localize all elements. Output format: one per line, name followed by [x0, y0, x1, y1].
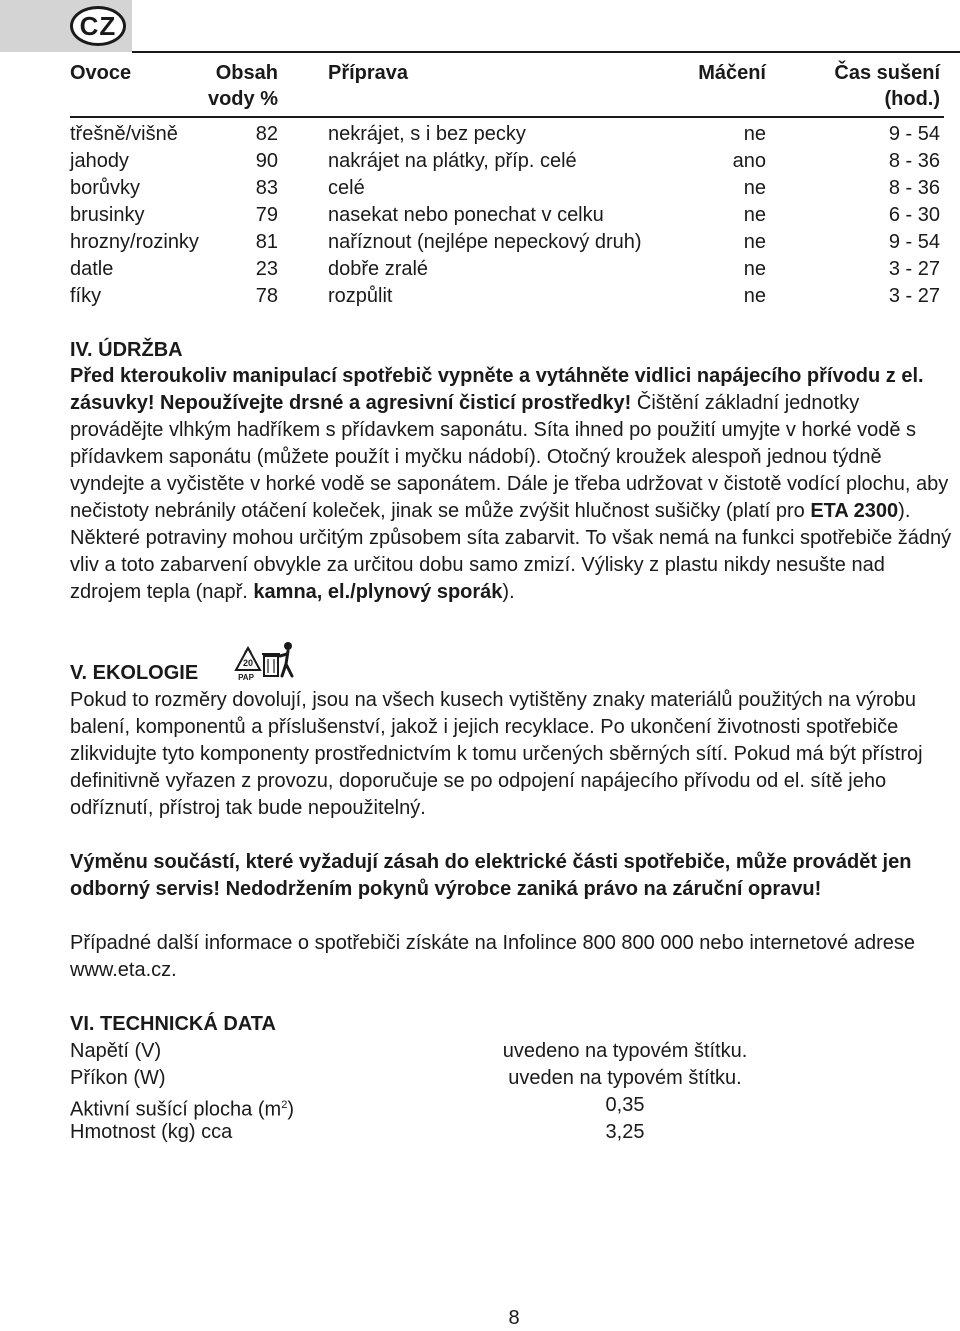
cell-preparation: dobře zralé [328, 258, 429, 280]
ecology-text: Pokud to rozměry dovolují, jsou na všech kusech vytištěny znaky materiálů použitých na výrobu balení, komponentů a příslušenství, jakož i jejich recyklace. Po ukončení životnosti spotřebiče zlikvidujte tyto komponenty prostřednictvím k tomu určených sběrných sítí. Pokud má být přístroj definitivně vyřazen z provozu, doporučuje se po odpojení napájecího přívodu od el. sítě jeho odříznutí, přístroj tak bude nepoužitelný. [70, 689, 923, 819]
spec-value: uvedeno na typovém štítku. [502, 1040, 748, 1062]
cell-fruit: hrozny/rozinky [70, 231, 199, 253]
cell-water: 23 [255, 258, 278, 280]
language-badge: CZ [70, 6, 126, 46]
cell-soaking: ne [743, 258, 766, 280]
spec-label-end: ) [287, 1098, 294, 1121]
spec-label-superscript: 2 [281, 1099, 288, 1111]
cell-preparation: naříznout (nejlépe nepeckový druh) [328, 231, 642, 253]
header-fruit: Ovoce [70, 62, 132, 84]
cell-drying-time: 8 - 36 [888, 150, 940, 172]
spec-label: Napětí (V) [70, 1040, 162, 1062]
cell-water: 82 [255, 123, 278, 145]
recycling-icon [236, 648, 260, 682]
maintenance-text-part1: Čištění základní jednotky provádějte vlhkým hadříkem s přídavkem saponátu. Síta ihned po použití umyjte v horké vodě s přídavkem saponátu (můžete použít i myčku nádobí). Otočný kroužek alespoň jednou týdně vyndejte a vyčistěte v horké vodě se saponátem. Dále je třeba udržovat v čistotě vodící plochu, aby nečistoty nebránily otáčení koleček, jinak se může zvýšit hlučnost sušičky (platí pro [70, 392, 949, 522]
cell-preparation: rozpůlit [328, 285, 393, 307]
cell-soaking: ne [743, 231, 766, 253]
maintenance-heading: IV. ÚDRŽBA [70, 339, 183, 361]
ecology-symbols [226, 640, 306, 684]
header-water-line2: vody % [207, 88, 278, 110]
cell-water: 83 [255, 177, 278, 199]
cell-drying-time: 9 - 54 [888, 123, 940, 145]
cell-preparation: nasekat nebo ponechat v celku [328, 204, 604, 226]
maintenance-text-end: ). [502, 581, 515, 603]
cell-drying-time: 6 - 30 [888, 204, 940, 226]
cell-fruit: třešně/višně [70, 123, 178, 145]
top-divider [132, 51, 960, 53]
spec-value: 0,35 [605, 1094, 645, 1116]
cell-water: 90 [255, 150, 278, 172]
cell-fruit: datle [70, 258, 114, 280]
service-info: Případné další informace o spotřebiči získáte na Infolince 800 800 000 nebo internetové adrese www.eta.cz. [70, 932, 915, 981]
spec-value: 3,25 [605, 1121, 645, 1143]
cell-soaking: ne [743, 123, 766, 145]
table-header-divider [70, 116, 944, 118]
maintenance-text-part2: ). Některé potraviny mohou určitým způsobem síta zabarvit. To však nemá na funkci spotřebiče žádný vliv a toto zabarvení obvykle za určitou dobu samo zmizí. Výlisky z plastu nikdy nesušte nad zdrojem tepla (např. [70, 500, 952, 603]
page-number: 8 [508, 1307, 520, 1329]
heat-source-examples: kamna, el./plynový sporák [253, 581, 503, 603]
cell-drying-time: 8 - 36 [888, 177, 940, 199]
cell-soaking: ne [743, 177, 766, 199]
header-soaking: Máčení [698, 62, 766, 84]
spec-label: Hmotnost (kg) cca [70, 1121, 233, 1143]
ecology-heading: V. EKOLOGIE [70, 662, 199, 684]
bin-disposal-icon [262, 642, 292, 676]
cell-preparation: celé [328, 177, 365, 199]
header-drying-time-line1: Čas sušení [834, 62, 940, 84]
spec-label-text: Aktivní sušící plocha (m [70, 1098, 282, 1121]
spec-value: uveden na typovém štítku. [508, 1067, 742, 1089]
header-drying-time-line2: (hod.) [884, 88, 940, 110]
recycle-code: PAP [238, 673, 254, 682]
cell-fruit: borůvky [70, 177, 141, 199]
cell-water: 81 [255, 231, 278, 253]
cell-preparation: nakrájet na plátky, příp. celé [328, 150, 577, 172]
header-preparation: Příprava [328, 62, 409, 84]
cell-water: 78 [255, 285, 278, 307]
recycle-number: 20 [242, 658, 254, 668]
maintenance-text [70, 363, 958, 606]
maintenance-warning: Před kteroukoliv manipulací spotřebič vypněte a vytáhněte vidlici napájecího přívodu z el. zásuvky! Nepoužívejte drsné a agresivní čisticí prostředky! [70, 365, 924, 414]
spec-label: Příkon (W) [70, 1067, 166, 1089]
cell-soaking: ne [743, 285, 766, 307]
header-water-line1: Obsah [215, 62, 278, 84]
cell-drying-time: 3 - 27 [888, 285, 940, 307]
service-warning-text: Výměnu součástí, které vyžadují zásah do elektrické části spotřebiče, může provádět jen odborný servis! Nedodržením pokynů výrobce zaniká právo na záruční opravu! [70, 851, 912, 900]
model-name: ETA 2300 [810, 500, 899, 522]
service-warning [70, 849, 958, 903]
cell-preparation: nekrájet, s i bez pecky [328, 123, 526, 145]
technical-heading: VI. TECHNICKÁ DATA [70, 1013, 276, 1035]
cell-soaking: ano [732, 150, 766, 172]
cell-drying-time: 9 - 54 [888, 231, 940, 253]
cell-fruit: jahody [70, 150, 129, 172]
cell-fruit: brusinky [70, 204, 145, 226]
cell-soaking: ne [743, 204, 766, 226]
cell-fruit: fíky [70, 285, 102, 307]
cell-water: 79 [255, 204, 278, 226]
cell-drying-time: 3 - 27 [888, 258, 940, 280]
